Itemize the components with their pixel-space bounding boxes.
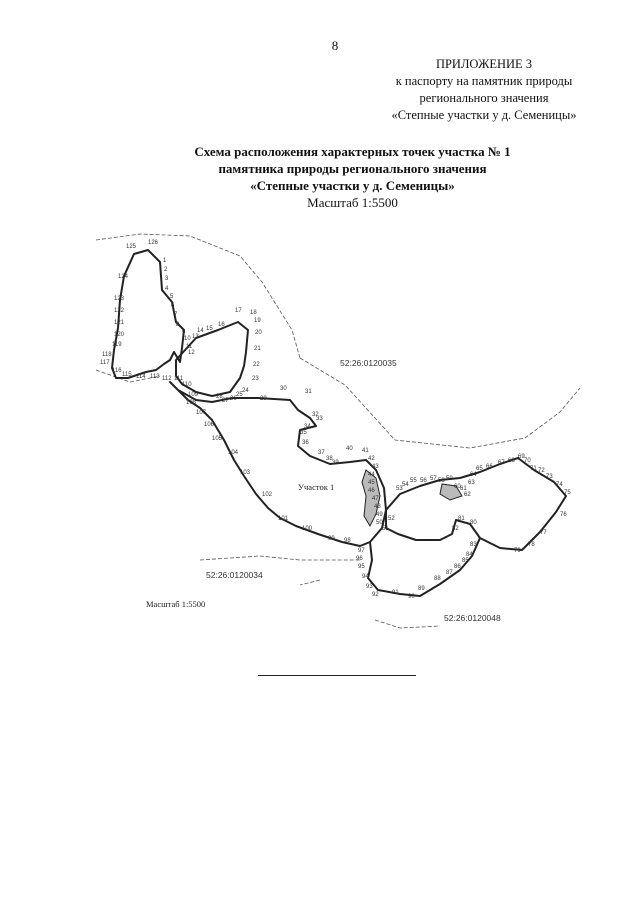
point-label-73: 73 [546,474,553,480]
point-label-56: 56 [420,478,427,484]
point-label-13: 13 [192,334,199,340]
point-label-45: 45 [368,480,375,486]
point-label-35: 35 [300,430,307,436]
point-label-7: 7 [174,312,178,318]
point-label-58: 58 [438,478,445,484]
point-label-29: 29 [260,396,267,402]
point-label-46: 46 [368,488,375,494]
point-label-125: 125 [126,244,137,250]
point-label-51: 51 [382,526,389,532]
point-label-102: 102 [262,492,273,498]
point-label-53: 53 [396,486,403,492]
point-label-72: 72 [538,468,545,474]
cadastral-parcel-34: 52:26:0120034 [206,570,263,580]
point-label-12: 12 [188,350,195,356]
point-label-41: 41 [362,448,369,454]
point-label-126: 126 [148,240,159,246]
cadastral-boundary-southwest [300,580,320,585]
point-label-79: 79 [514,548,521,554]
point-label-33: 33 [316,416,323,422]
point-label-86: 86 [454,564,461,570]
point-label-21: 21 [254,346,261,352]
point-label-78: 78 [528,542,535,548]
point-label-49: 49 [376,512,383,518]
point-label-57: 57 [430,476,437,482]
point-label-101: 101 [278,516,289,522]
point-label-8: 8 [176,322,180,328]
point-label-76: 76 [560,512,567,518]
point-label-93: 93 [366,584,373,590]
point-label-108: 108 [186,400,197,406]
point-label-34: 34 [304,424,311,430]
point-label-99: 99 [328,536,335,542]
point-label-74: 74 [556,482,563,488]
point-label-81: 81 [458,516,465,522]
point-label-97: 97 [358,548,365,554]
point-label-98: 98 [344,538,351,544]
point-label-28: 28 [216,394,223,400]
point-label-5: 5 [170,294,174,300]
point-label-67: 67 [498,460,505,466]
point-label-116: 116 [112,368,122,374]
point-label-25: 25 [236,392,243,398]
point-label-43: 43 [372,464,379,470]
point-labels [100,240,571,600]
point-label-120: 120 [114,332,125,338]
point-label-17: 17 [235,308,242,314]
point-label-24: 24 [242,388,249,394]
point-label-84: 84 [466,552,473,558]
point-label-16: 16 [218,322,225,328]
point-label-30: 30 [280,386,287,392]
point-label-4: 4 [165,286,169,292]
point-label-26: 26 [230,396,237,402]
point-label-3: 3 [165,276,169,282]
point-label-112: 112 [162,376,172,382]
point-label-69: 69 [518,454,525,460]
appendix-line-name: «Степные участки у д. Семеницы» [391,108,577,122]
point-label-40: 40 [346,446,353,452]
point-label-80: 80 [470,520,477,526]
point-label-60: 60 [454,484,461,490]
cadastral-boundary-bottom [375,620,440,628]
point-label-62: 62 [464,492,471,498]
point-label-115: 115 [122,372,132,378]
point-label-71: 71 [530,466,537,472]
point-label-90: 90 [408,594,415,600]
point-label-94: 94 [362,574,369,580]
point-label-22: 22 [253,362,260,368]
point-label-100: 100 [302,526,313,532]
point-label-70: 70 [524,458,531,464]
point-label-75: 75 [564,490,571,496]
point-label-42: 42 [368,456,375,462]
separator-line [258,675,416,676]
site-label: Участок 1 [298,482,335,492]
map-scale-label: Масштаб 1:5500 [146,599,206,609]
point-label-103: 103 [240,470,251,476]
point-label-47: 47 [372,496,379,502]
cadastral-boundary-east [300,358,580,448]
point-label-66: 66 [486,464,493,470]
point-label-27: 27 [222,398,229,404]
point-label-89: 89 [418,586,425,592]
point-label-123: 123 [114,296,125,302]
point-label-65: 65 [476,466,483,472]
point-label-118: 118 [102,352,112,358]
point-label-52: 52 [388,516,395,522]
point-label-2: 2 [164,267,168,273]
point-label-39: 39 [332,460,339,466]
point-label-87: 87 [446,570,453,576]
point-label-36: 36 [302,440,309,446]
point-label-11: 11 [186,344,193,350]
point-label-54: 54 [402,482,409,488]
cadastral-boundary-south [200,556,360,560]
point-label-117: 117 [100,360,110,366]
point-label-63: 63 [468,480,475,486]
point-label-48: 48 [374,504,381,510]
point-label-1: 1 [163,258,167,264]
point-label-9: 9 [182,330,186,336]
plot-boundary [112,250,566,596]
point-label-6: 6 [171,303,175,309]
point-label-104: 104 [228,450,239,456]
point-label-10: 10 [184,336,191,342]
point-label-92: 92 [372,592,379,598]
point-label-114: 114 [136,374,146,380]
point-label-91: 91 [392,590,399,596]
cadastral-parcel-48: 52:26:0120048 [444,613,501,623]
point-label-20: 20 [255,330,262,336]
point-label-68: 68 [508,458,515,464]
point-label-109: 109 [188,392,199,398]
point-label-110: 110 [182,382,192,388]
point-label-122: 122 [114,308,125,314]
point-label-106: 106 [204,422,215,428]
point-label-105: 105 [212,436,223,442]
point-label-77: 77 [540,530,547,536]
point-label-32: 32 [312,412,319,418]
point-label-83: 83 [470,542,477,548]
point-label-96: 96 [356,556,363,562]
point-label-85: 85 [462,558,469,564]
point-label-88: 88 [434,576,441,582]
point-label-95: 95 [358,564,365,570]
title-line-3: «Степные участки у д. Семеницы» [250,178,455,193]
point-label-23: 23 [252,376,259,382]
point-label-82: 82 [452,526,459,532]
point-label-55: 55 [410,478,417,484]
title-line-1: Схема расположения характерных точек участка № 1 [194,144,511,159]
point-label-31: 31 [305,389,312,395]
point-label-61: 61 [460,486,467,492]
title-line-2: памятника природы регионального значения [218,161,487,176]
point-label-111: 111 [174,376,184,382]
point-label-107: 107 [196,410,207,416]
appendix-line-significance: регионального значения [419,91,549,105]
point-label-121: 121 [114,320,125,326]
point-label-19: 19 [254,318,261,324]
page-number: 8 [331,38,339,53]
point-label-15: 15 [206,326,213,332]
title-scale: Масштаб 1:5500 [307,195,398,210]
point-label-18: 18 [250,310,257,316]
point-label-37: 37 [318,450,325,456]
point-label-14: 14 [197,328,204,334]
point-label-113: 113 [150,374,160,380]
appendix-line-passport: к паспорту на памятник природы [395,74,573,88]
appendix-title: ПРИЛОЖЕНИЕ 3 [435,57,533,71]
point-label-44: 44 [368,472,375,478]
point-label-59: 59 [446,476,453,482]
point-label-124: 124 [118,274,129,280]
point-label-64: 64 [470,472,477,478]
cadastral-boundaries [96,234,580,628]
cadastral-parcel-35: 52:26:0120035 [340,358,397,368]
point-label-38: 38 [326,456,333,462]
point-label-50: 50 [376,520,383,526]
point-label-119: 119 [112,342,122,348]
